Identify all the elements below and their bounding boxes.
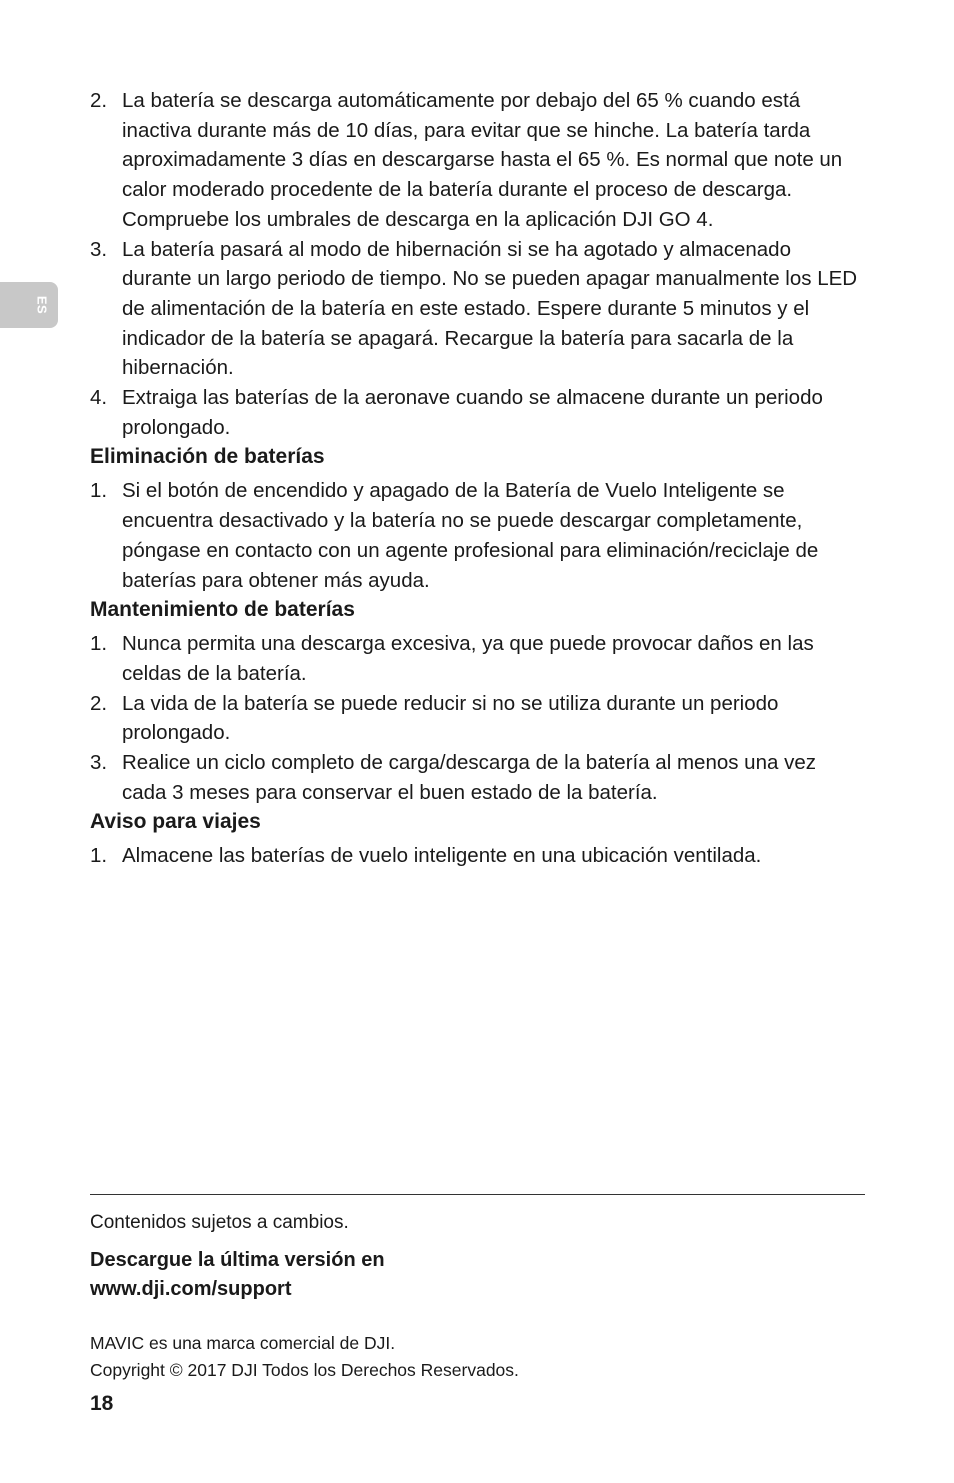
list-item [90,629,865,688]
footer-divider [90,1194,865,1195]
page-content [90,86,865,871]
download-notice [90,1246,865,1304]
list-item-number: 2. [90,89,108,112]
list-item-number: 1. [90,632,108,656]
travel-list [90,841,865,871]
section-heading-disposal: Eliminación de baterías [90,445,325,469]
maintenance-list [90,629,865,807]
list-item-number: 4. [90,386,108,410]
list-item-text: Almacene las baterías de vuelo inteligente en una ubicación ventilada. [122,844,762,868]
list-item-number: 3. [90,751,108,775]
list-item-text: La vida de la batería se puede reducir si no se utiliza durante un periodo prolongado. [122,691,779,745]
list-item-text: Extraiga las baterías de la aeronave cuando se almacene durante un periodo prolongado. [122,386,823,439]
list-item-text: La batería se descarga automáticamente por debajo del 65 % cuando está inactiva durante más de 10 días, para evitar que se hinche. La batería tarda aproximadamente 3 días en descargarse hasta el 65 %. Es normal que note un calor moderado procedente de la batería durante el proceso de descarga. Compruebe los umbrales de descarga en la aplicación DJI GO 4. [122,89,843,231]
list-item-text: Si el botón de encendido y apagado de la Batería de Vuelo Inteligente se encuentra desactivado y la batería no se puede descargar completamente, póngase en contacto con un agente profesional para eliminación/reciclaje de baterías para obtener más ayuda. [122,479,819,592]
download-line: Descargue la última versión en [90,1249,385,1271]
support-link[interactable]: www.dji.com/support [90,1278,292,1300]
list-item [90,841,865,871]
list-item-number: 1. [90,844,108,868]
list-item-number: 3. [90,237,108,261]
language-tab-label: ES [34,295,50,315]
changes-notice: Contenidos sujetos a cambios. [90,1212,349,1233]
language-tab [0,282,58,328]
list-item [90,748,865,807]
copyright-text: Copyright © 2017 DJI Todos los Derechos Reservados. [90,1360,519,1380]
trademark-text: MAVIC es una marca comercial de DJI. [90,1333,396,1353]
page-number: 18 [90,1392,114,1415]
list-item-text: Nunca permita una descarga excesiva, ya que puede provocar daños en las celdas de la batería. [122,632,814,685]
list-item [90,235,865,384]
list-item-text: La batería pasará al modo de hibernación si se ha agotado y almacenado durante un largo periodo de tiempo. No se pueden apagar manualmente los LED de alimentación de la batería en este estado. Espere durante 5 minutos y el indicador de la batería se apagará. Recargue la batería para sacarla de la hibernación. [122,237,858,380]
list-item-number: 1. [90,479,108,503]
section-heading-travel: Aviso para viajes [90,810,261,834]
disposal-list [90,476,865,595]
list-item [90,476,865,595]
section-heading-maintenance: Mantenimiento de baterías [90,598,355,622]
list-item [90,383,865,442]
list-item-number: 2. [90,691,108,715]
intro-list [90,86,865,442]
list-item [90,86,865,235]
list-item-text: Realice un ciclo completo de carga/descarga de la batería al menos una vez cada 3 meses para conservar el buen estado de la batería. [122,751,816,804]
list-item [90,689,865,748]
trademark-block [90,1330,865,1384]
page-footer [90,1194,865,1384]
